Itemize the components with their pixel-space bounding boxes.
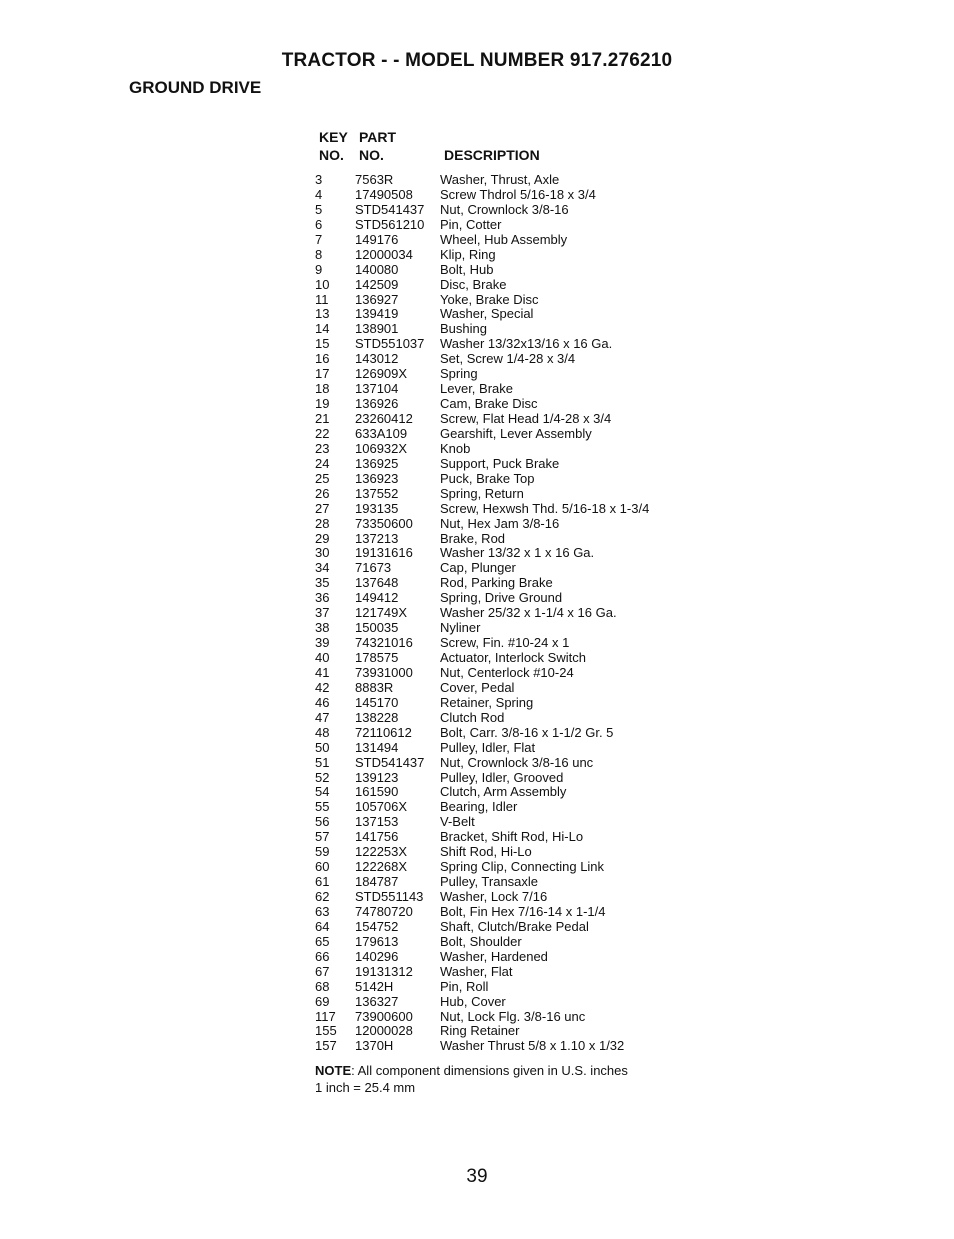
table-row (315, 233, 715, 248)
table-row (315, 696, 715, 711)
part-description: Nyliner (440, 620, 481, 636)
key-number: 7 (315, 231, 323, 247)
part-number: 179613 (355, 933, 399, 949)
part-description: Pin, Roll (440, 978, 489, 994)
key-number: 64 (315, 918, 330, 934)
key-number: 17 (315, 366, 330, 382)
part-description: Klip, Ring (440, 246, 496, 262)
part-number: 136923 (355, 470, 399, 486)
table-row (315, 950, 715, 965)
page-title: TRACTOR - - MODEL NUMBER 917.276210 (281, 50, 673, 71)
part-number: 140080 (355, 261, 399, 277)
table-row (315, 905, 715, 920)
part-description: Washer 13/32x13/16 x 16 Ga. (440, 336, 613, 352)
part-description: Nut, Centerlock #10-24 (440, 664, 574, 680)
key-number: 69 (315, 993, 330, 1009)
part-number: 136925 (355, 455, 399, 471)
table-row (315, 621, 715, 636)
part-description: Screw Thdrol 5/16-18 x 3/4 (440, 186, 596, 202)
table-row (315, 591, 715, 606)
key-number: 54 (315, 784, 330, 800)
key-number: 13 (315, 306, 330, 322)
table-row (315, 1024, 715, 1039)
part-number: 140296 (355, 948, 399, 964)
part-description: Washer, Lock 7/16 (440, 889, 548, 904)
key-number: 66 (315, 948, 330, 964)
key-number: 117 (315, 1008, 336, 1024)
part-number: 154752 (355, 918, 399, 934)
key-number: 10 (315, 276, 330, 292)
part-description: Cover, Pedal (440, 679, 515, 695)
table-row (315, 382, 715, 397)
part-description: Bracket, Shift Rod, Hi-Lo (440, 829, 584, 845)
table-row (315, 980, 715, 995)
part-number: 1370H (355, 1038, 394, 1054)
key-number: 38 (315, 620, 330, 636)
part-description: Rod, Parking Brake (440, 575, 553, 591)
part-number: STD561210 (355, 216, 425, 232)
part-number: 7563R (355, 172, 394, 187)
key-number: 5 (315, 201, 323, 217)
table-row (315, 771, 715, 786)
part-number: 19131312 (355, 963, 413, 979)
key-number: 59 (315, 844, 330, 860)
key-number: 19 (315, 396, 330, 412)
table-row (315, 307, 715, 322)
key-number: 14 (315, 321, 330, 337)
part-number: 106932X (355, 440, 408, 456)
table-row (315, 756, 715, 771)
table-row (315, 293, 715, 308)
part-description: Nut, Hex Jam 3/8-16 (440, 515, 560, 531)
note-label: NOTE (315, 1063, 352, 1078)
part-description: Bolt, Hub (440, 261, 494, 277)
table-row (315, 561, 715, 576)
part-number: 137104 (355, 381, 399, 397)
key-number: 155 (315, 1023, 337, 1039)
part-description: Washer 25/32 x 1-1/4 x 16 Ga. (440, 605, 617, 621)
key-number: 55 (315, 799, 330, 815)
part-number: 139419 (355, 306, 399, 322)
part-description: Shift Rod, Hi-Lo (440, 844, 532, 860)
key-number: 47 (315, 709, 330, 725)
key-number: 6 (315, 216, 323, 232)
key-number: 40 (315, 650, 330, 665)
part-description: Spring, Drive Ground (440, 590, 563, 606)
key-number: 30 (315, 545, 330, 561)
part-description: Ring Retainer (440, 1023, 520, 1039)
part-number: 184787 (355, 874, 399, 890)
part-description: Brake, Rod (440, 530, 506, 546)
key-number: 157 (315, 1038, 337, 1054)
key-number: 51 (315, 754, 330, 770)
note-text: : All component dimensions given in U.S. inches 1 inch = 25.4 mm (315, 1063, 628, 1095)
part-number: 74780720 (355, 903, 413, 919)
header-key-line1: KEY (319, 129, 348, 145)
part-description: Washer, Hardened (440, 948, 548, 964)
part-description: Disc, Brake (440, 276, 507, 292)
part-number: 150035 (355, 620, 399, 636)
key-number: 63 (315, 903, 330, 919)
table-row (315, 711, 715, 726)
table-row (315, 815, 715, 830)
part-description: Knob (440, 440, 471, 456)
key-number: 57 (315, 829, 330, 845)
part-description: Washer, Special (440, 306, 534, 322)
table-row (315, 397, 715, 412)
part-number: 136926 (355, 396, 399, 412)
part-description: Set, Screw 1/4-28 x 3/4 (440, 351, 576, 367)
part-number: 137552 (355, 485, 399, 501)
part-description: Shaft, Clutch/Brake Pedal (440, 918, 589, 934)
part-description: Screw, Flat Head 1/4-28 x 3/4 (440, 411, 612, 426)
table-row (315, 1039, 715, 1054)
part-description: Pulley, Transaxle (440, 874, 539, 890)
key-number: 41 (315, 664, 330, 680)
table-row (315, 546, 715, 561)
part-description: Bearing, Idler (440, 799, 518, 815)
table-row (315, 606, 715, 621)
table-row (315, 263, 715, 278)
part-number: STD541437 (355, 201, 425, 217)
part-description: Spring (440, 366, 478, 382)
part-number: 19131616 (355, 545, 413, 561)
part-number: STD551143 (355, 889, 424, 904)
key-number: 35 (315, 575, 330, 591)
part-number: 105706X (355, 799, 408, 815)
table-row (315, 636, 715, 651)
part-description: Cap, Plunger (440, 560, 516, 576)
part-number: 74321016 (355, 635, 413, 651)
part-description: Pin, Cotter (440, 216, 502, 232)
table-row (315, 188, 715, 203)
table-row (315, 920, 715, 935)
key-number: 11 (315, 291, 329, 307)
table-row (315, 785, 715, 800)
table-row (315, 875, 715, 890)
table-row (315, 457, 715, 472)
part-number: 138228 (355, 709, 399, 725)
header-description: DESCRIPTION (444, 147, 540, 163)
part-description: Washer 13/32 x 1 x 16 Ga. (440, 545, 595, 561)
key-number: 25 (315, 470, 330, 486)
part-description: Clutch, Arm Assembly (440, 784, 567, 800)
table-row (315, 532, 715, 547)
key-number: 67 (315, 963, 330, 979)
part-number: 12000034 (355, 246, 413, 262)
key-number: 56 (315, 814, 330, 830)
part-number: 149412 (355, 590, 399, 606)
part-number: 193135 (355, 500, 399, 516)
part-number: 138901 (355, 321, 399, 337)
table-row (315, 427, 715, 442)
part-description: Spring Clip, Connecting Link (440, 859, 605, 875)
part-description: Lever, Brake (440, 381, 513, 397)
header-part-line1: PART (359, 129, 397, 145)
part-description: V-Belt (440, 814, 475, 830)
key-number: 23 (315, 440, 330, 456)
key-number: 8 (315, 246, 323, 262)
table-row (315, 860, 715, 875)
header-key-line2: NO. (319, 147, 344, 163)
table-row (315, 651, 715, 666)
part-description: Gearshift, Lever Assembly (440, 425, 592, 441)
key-number: 68 (315, 978, 330, 994)
part-number: 122268X (355, 859, 408, 875)
table-row (315, 726, 715, 741)
key-number: 15 (315, 336, 330, 352)
part-number: 5142H (355, 978, 394, 994)
part-description: Bolt, Carr. 3/8-16 x 1-1/2 Gr. 5 (440, 724, 614, 740)
part-number: 72110612 (355, 724, 412, 740)
part-description: Clutch Rod (440, 709, 505, 725)
table-row (315, 741, 715, 756)
table-row (315, 472, 715, 487)
table-row (315, 845, 715, 860)
table-row (315, 1010, 715, 1025)
part-number: 149176 (355, 231, 399, 247)
table-row (315, 890, 715, 905)
table-row (315, 502, 715, 517)
dimension-note (315, 1062, 635, 1096)
key-number: 36 (315, 590, 330, 606)
key-number: 29 (315, 530, 330, 546)
table-row (315, 830, 715, 845)
table-row (315, 965, 715, 980)
key-number: 27 (315, 500, 330, 516)
part-number: 122253X (355, 844, 408, 860)
key-number: 62 (315, 889, 330, 904)
table-row (315, 322, 715, 337)
part-description: Actuator, Interlock Switch (440, 650, 586, 665)
parts-table (315, 173, 715, 1054)
table-row (315, 352, 715, 367)
part-number: STD551037 (355, 336, 425, 352)
part-number: 136927 (355, 291, 399, 307)
key-number: 61 (315, 874, 330, 890)
part-number: 126909X (355, 366, 408, 382)
key-number: 50 (315, 739, 330, 755)
part-description: Retainer, Spring (440, 694, 534, 710)
table-row (315, 576, 715, 591)
key-number: 9 (315, 261, 323, 277)
part-description: Washer, Thrust, Axle (440, 172, 560, 187)
table-row (315, 367, 715, 382)
key-number: 48 (315, 724, 330, 740)
part-number: 141756 (355, 829, 399, 845)
table-row (315, 517, 715, 532)
part-description: Bolt, Fin Hex 7/16-14 x 1-1/4 (440, 903, 606, 919)
part-number: 137153 (355, 814, 399, 830)
key-number: 46 (315, 694, 330, 710)
key-number: 65 (315, 933, 330, 949)
part-description: Screw, Fin. #10-24 x 1 (440, 635, 570, 651)
part-number: 73931000 (355, 664, 413, 680)
part-description: Yoke, Brake Disc (440, 291, 539, 307)
part-number: 17490508 (355, 186, 413, 202)
table-row (315, 442, 715, 457)
key-number: 3 (315, 172, 323, 187)
part-number: 139123 (355, 769, 399, 785)
part-number: 145170 (355, 694, 399, 710)
part-description: Puck, Brake Top (440, 470, 535, 486)
part-number: 161590 (355, 784, 399, 800)
part-number: 71673 (355, 560, 392, 576)
table-row (315, 666, 715, 681)
part-description: Support, Puck Brake (440, 455, 560, 471)
section-title: GROUND DRIVE (129, 78, 262, 97)
part-number: 137213 (355, 530, 399, 546)
table-row (315, 995, 715, 1010)
key-number: 18 (315, 381, 330, 397)
part-description: Spring, Return (440, 485, 524, 501)
page-number: 39 (466, 1166, 488, 1187)
table-row (315, 173, 715, 188)
table-row (315, 218, 715, 233)
part-description: Washer, Flat (440, 963, 513, 979)
part-description: Hub, Cover (440, 993, 506, 1009)
part-number: STD541437 (355, 754, 425, 770)
part-number: 73350600 (355, 515, 413, 531)
part-description: Nut, Lock Flg. 3/8-16 unc (440, 1008, 586, 1024)
part-description: Bolt, Shoulder (440, 933, 522, 949)
part-number: 121749X (355, 605, 408, 621)
part-number: 142509 (355, 276, 399, 292)
part-number: 178575 (355, 650, 399, 665)
part-number: 23260412 (355, 411, 413, 426)
part-number: 137648 (355, 575, 399, 591)
header-part-line2: NO. (359, 147, 384, 163)
part-description: Pulley, Idler, Flat (440, 739, 536, 755)
part-description: Cam, Brake Disc (440, 396, 538, 412)
part-description: Nut, Crownlock 3/8-16 unc (440, 754, 594, 770)
table-row (315, 487, 715, 502)
table-row (315, 800, 715, 815)
table-row (315, 203, 715, 218)
part-number: 633A109 (355, 425, 408, 441)
key-number: 42 (315, 679, 330, 695)
key-number: 60 (315, 859, 330, 875)
part-description: Screw, Hexwsh Thd. 5/16-18 x 1-3/4 (440, 500, 650, 516)
key-number: 4 (315, 186, 323, 202)
key-number: 21 (315, 411, 330, 426)
table-row (315, 337, 715, 352)
part-description: Bushing (440, 321, 487, 337)
key-number: 52 (315, 769, 330, 785)
key-number: 26 (315, 485, 330, 501)
table-row (315, 248, 715, 263)
part-description: Washer Thrust 5/8 x 1.10 x 1/32 (440, 1038, 625, 1054)
part-number: 8883R (355, 679, 394, 695)
part-description: Wheel, Hub Assembly (440, 231, 568, 247)
part-number: 12000028 (355, 1023, 413, 1039)
part-description: Nut, Crownlock 3/8-16 (440, 201, 569, 217)
key-number: 24 (315, 455, 330, 471)
table-row (315, 278, 715, 293)
key-number: 37 (315, 605, 330, 621)
part-number: 131494 (355, 739, 399, 755)
key-number: 34 (315, 560, 330, 576)
part-number: 136327 (355, 993, 399, 1009)
table-row (315, 412, 715, 427)
table-row (315, 935, 715, 950)
part-number: 143012 (355, 351, 399, 367)
table-row (315, 681, 715, 696)
part-description: Pulley, Idler, Grooved (440, 769, 564, 785)
key-number: 16 (315, 351, 330, 367)
part-number: 73900600 (355, 1008, 413, 1024)
key-number: 22 (315, 425, 330, 441)
key-number: 28 (315, 515, 330, 531)
key-number: 39 (315, 635, 330, 651)
